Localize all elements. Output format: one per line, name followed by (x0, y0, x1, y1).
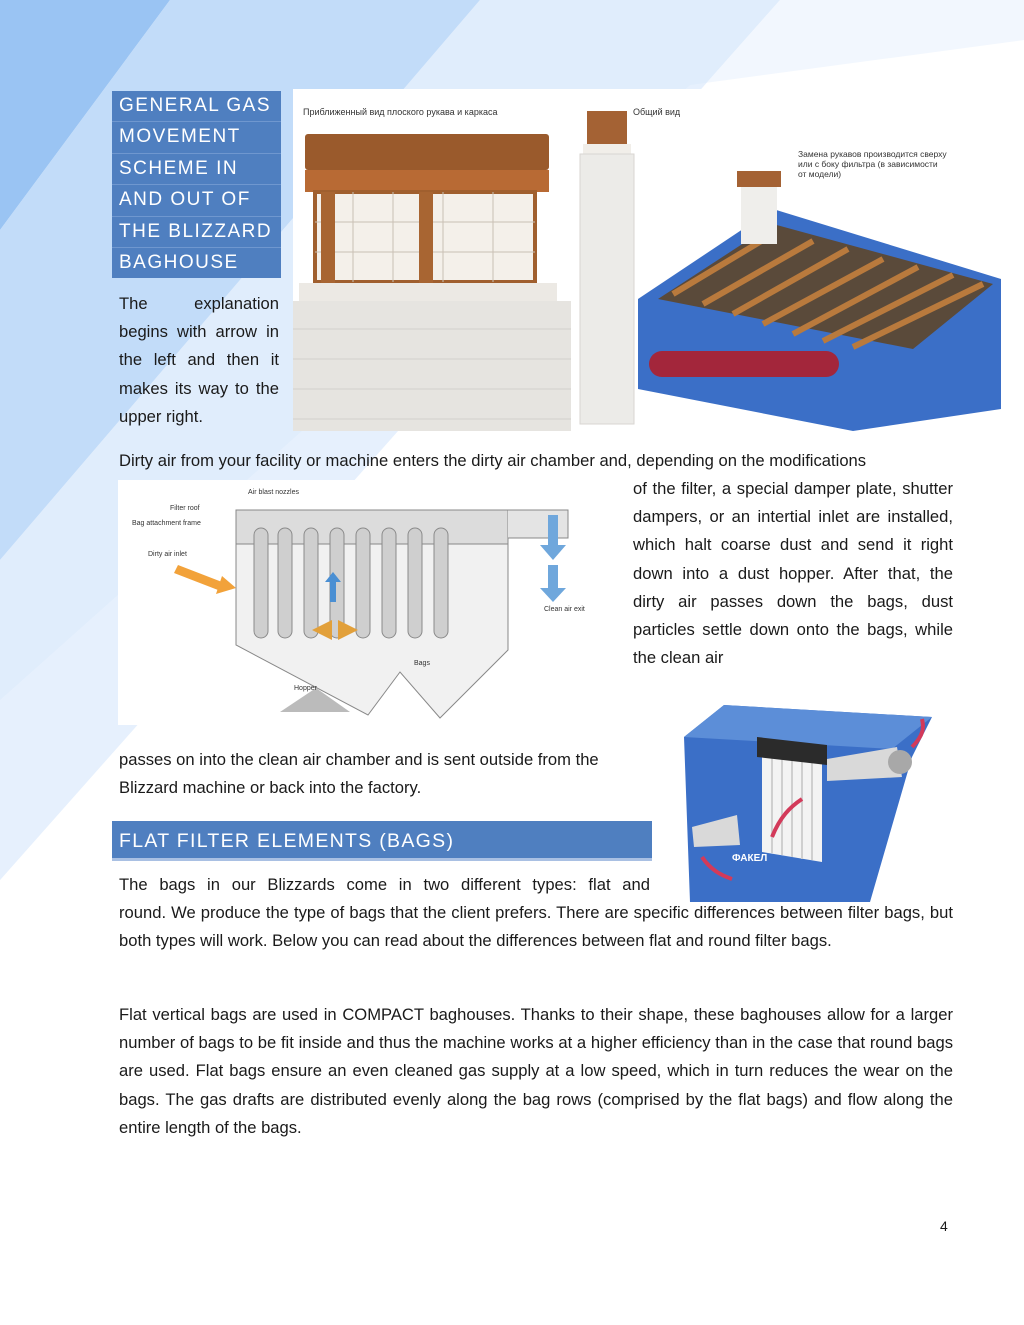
caption-overview: Общий вид (633, 107, 681, 117)
sidebar-title-line: THE BLIZZARD (112, 217, 281, 248)
label-dirty-air-inlet: Dirty air inlet (148, 551, 187, 558)
paragraph-2-rest: round. We produce the type of bags that the client prefers. There are specific differences between filter bags, but both types will work. Below you can read about the differences between flat and round filter bags. (119, 903, 953, 951)
sidebar-title-line: BAGHOUSE (119, 251, 239, 273)
bag-product-image (293, 89, 1001, 431)
sidebar-explanation: The explanation begins with arrow in the left and then it makes its way to the upper right. (119, 294, 279, 426)
baghouse-diagram (118, 480, 620, 725)
sidebar-title-line: GENERAL GAS (112, 91, 281, 122)
page-number: 4 (940, 1218, 948, 1234)
label-air-blast-nozzles: Air blast nozzles (248, 489, 299, 496)
paragraph-1-continuation: passes on into the clean air chamber and is sent outside from the Blizzard machine or back into the factory. (119, 750, 599, 798)
blizzard-machine-image (662, 697, 944, 902)
sidebar-title-line: AND OUT OF (112, 185, 281, 216)
label-bag-attachment-frame: Bag attachment frame (132, 520, 201, 527)
sidebar-title-line: SCHEME IN (112, 154, 281, 185)
label-filter-roof: Filter roof (170, 505, 200, 512)
sidebar-title-line: MOVEMENT (112, 122, 281, 153)
brand-label: ФАКЕЛ (732, 853, 768, 864)
label-bags: Bags (414, 660, 430, 667)
label-hopper: Hopper (294, 685, 317, 692)
caption-replacement: Замена рукавов производится сверху или с боку фильтра (в зависимости от модели) (798, 149, 947, 179)
label-clean-air-exit: Clean air exit (544, 606, 585, 613)
paragraph-1-line-1: Dirty air from your facility or machine enters the dirty air chamber and, depending on the modifications (119, 451, 867, 470)
section-heading-flat-filter: FLAT FILTER ELEMENTS (BAGS) (112, 821, 652, 861)
sidebar-title-box (112, 91, 281, 278)
paragraph-1-right: of the filter, a special damper plate, shutter dampers, or an intertial inlet are installed, which halt coarse dust and send it right down into a dust hopper. After that, the dirty air passes down the bags, dust particles settle down onto the bags, while the clean air (633, 479, 953, 668)
paragraph-2-line-1: The bags in our Blizzards come in two different types: flat and (119, 875, 650, 894)
paragraph-3: Flat vertical bags are used in COMPACT baghouses. Thanks to their shape, these baghouses allow for a larger number of bags to be fit inside and thus the machine works at a higher efficiency than in the case that round bags are used. Flat bags ensure an even cleaned gas supply at a low speed, which in turn reduces the wear on the bags. The gas drafts are distributed evenly along the bag rows (comprised by the flat bags) and flow along the entire length of the bags. (119, 1005, 953, 1137)
caption-closeup: Приближенный вид плоского рукава и каркаса (303, 107, 498, 117)
